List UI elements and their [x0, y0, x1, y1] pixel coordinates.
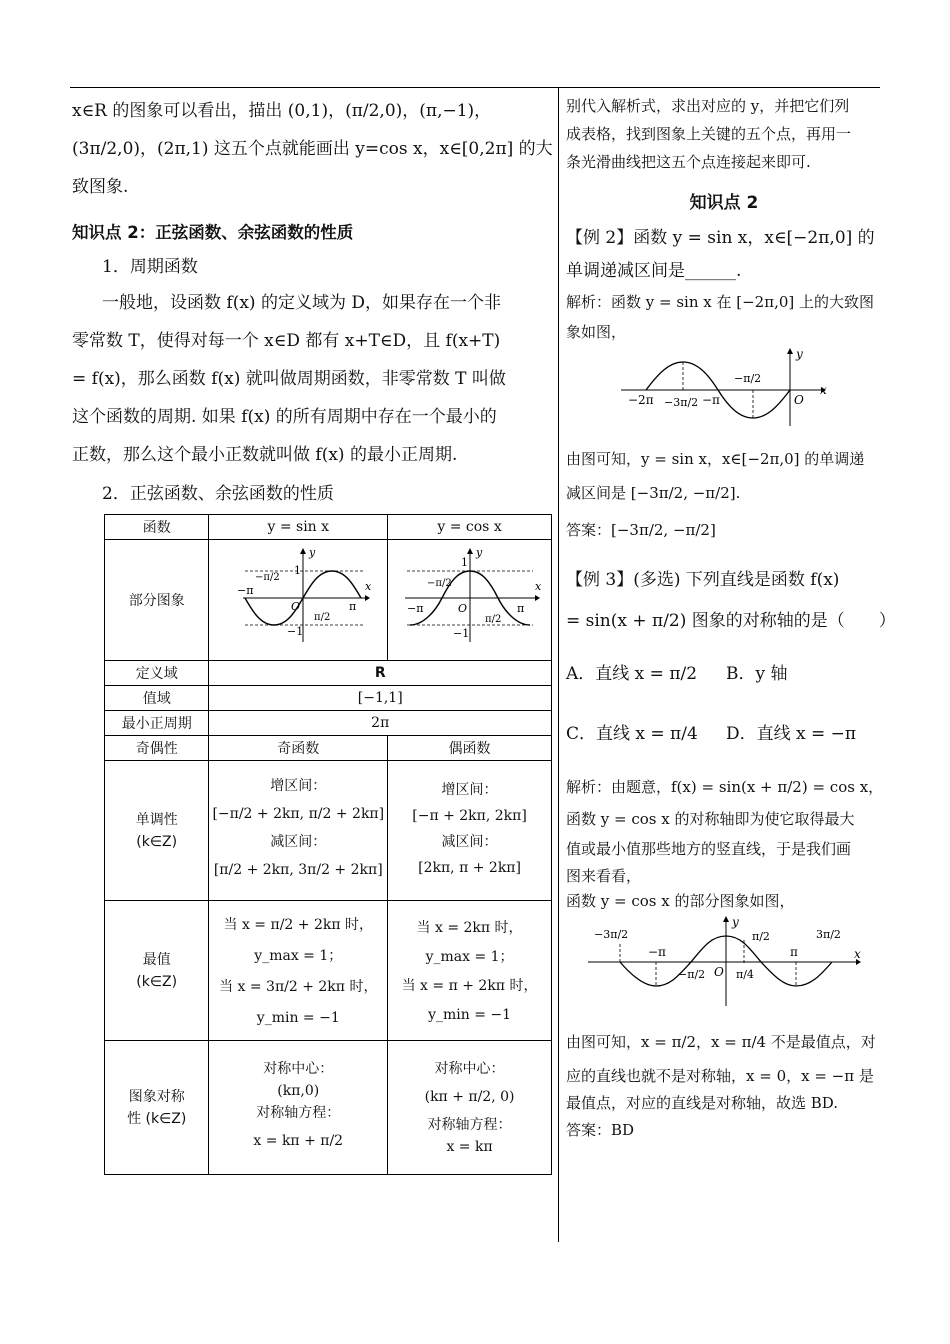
- cos-graph-cell: [388, 540, 552, 661]
- table-header-sin: y = sin x: [209, 515, 388, 540]
- x-label: x: [820, 383, 827, 397]
- extreme-label-cond: (k∈Z): [136, 973, 178, 990]
- cos-graph: [395, 542, 545, 654]
- ex3-after-2: 应的直线也就不是对称轴，x = 0，x = −π 是: [566, 1067, 874, 1085]
- mono-label-text: 单调性: [135, 811, 178, 828]
- ex3-analysis-3: 值或最小值那些地方的竖直线，于是我们画: [566, 840, 852, 858]
- extreme-label: [105, 901, 209, 1041]
- symmetry-label: [105, 1041, 209, 1175]
- neg-half-pi-label: −π/2: [255, 572, 280, 583]
- option-d: D．直线 x = −π: [726, 724, 857, 744]
- cos-parity: 偶函数: [388, 736, 552, 761]
- neg-one-label: −1: [452, 627, 469, 640]
- option-c: C．直线 x = π/4: [566, 724, 698, 744]
- neg-3pi-2-label: −3π/2: [664, 396, 699, 409]
- pi-label: π: [790, 945, 798, 959]
- subheading-properties: 2．正弦函数、余弦函数的性质: [102, 484, 334, 504]
- ex3-after-3: 最值点，对应的直线是对称轴，故选 BD.: [566, 1094, 839, 1112]
- neg-pi-label: −π: [406, 602, 423, 615]
- options-row-2: [566, 704, 882, 764]
- extreme-label-text: 最值: [142, 951, 171, 968]
- left-column: [72, 92, 552, 1175]
- x-axis-arrow: [535, 595, 540, 601]
- domain-value: R: [209, 661, 552, 686]
- sin-mono-line: 减区间：: [270, 833, 327, 850]
- properties-table: [104, 514, 552, 1175]
- sin-mono-line: [π/2 + 2kπ, 3π/2 + 2kπ]: [213, 861, 383, 878]
- parity-label: 奇偶性: [105, 736, 209, 761]
- neg-3pi-2-label: −3π/2: [594, 928, 629, 941]
- ex3-after-1: 由图可知，x = π/2，x = π/4 不是最值点，对: [566, 1033, 876, 1051]
- pi-label: π: [516, 602, 524, 615]
- neg-one-label: −1: [287, 625, 304, 638]
- sin-mono: [209, 761, 388, 901]
- sin-symmetry-line: x = kπ + π/2: [253, 1132, 344, 1149]
- range-value: [−1,1]: [209, 686, 552, 711]
- ex3-figure: [566, 914, 882, 1014]
- ex2-answer: 答案：[−3π/2, −π/2]: [566, 521, 716, 539]
- intro-line-1: x∈R 的图象可以看出，描出 (0,1)，(π/2,0)，(π,−1)，: [72, 101, 492, 121]
- table-header-cos: y = cos x: [388, 515, 552, 540]
- cos-extreme: [388, 901, 552, 1041]
- sin-symmetry: [209, 1041, 388, 1175]
- sin-extreme-line: 当 x = π/2 + 2kπ 时，: [223, 916, 373, 933]
- table-header-name: 函数: [105, 515, 209, 540]
- top-line-3: 条光滑曲线把这五个点连接起来即可.: [566, 153, 811, 171]
- ex2-analysis-1: 解析：函数 y = sin x 在 [−2π,0] 上的大致图: [566, 293, 875, 311]
- intro-line-3: 致图象.: [72, 177, 129, 197]
- origin-label: O: [794, 393, 804, 407]
- options-row-1: [566, 644, 882, 704]
- symmetry-label-cond: 性 (k∈Z): [127, 1110, 187, 1127]
- graph-row-label: 部分图象: [105, 540, 209, 661]
- half-pi-label: π/2: [314, 612, 331, 623]
- y-label: y: [309, 546, 316, 559]
- subheading-periodic: 1．周期函数: [102, 257, 198, 277]
- sin-symmetry-line: 对称中心：: [263, 1060, 334, 1077]
- sin-symmetry-line: 对称轴方程：: [256, 1104, 341, 1121]
- para-line-2: 零常数 T，使得对每一个 x∈D 都有 x+T∈D，且 f(x+T): [72, 331, 501, 351]
- sin-extreme-line: 当 x = 3π/2 + 2kπ 时，: [219, 978, 378, 995]
- para-line-5: 正数，那么这个最小正数就叫做 f(x) 的最小正周期.: [72, 445, 458, 465]
- sin-extreme: [209, 901, 388, 1041]
- sin-symmetry-line: (kπ,0): [277, 1082, 320, 1099]
- ex2-line-2: 单调递减区间是______.: [566, 261, 742, 281]
- neg-2pi-label: −2π: [628, 393, 654, 407]
- kp2-heading: 知识点 2: [689, 193, 759, 213]
- x-label: x: [854, 947, 861, 961]
- intro-line-2: (3π/2,0)，(2π,1) 这五个点就能画出 y=cos x，x∈[0,2π] 的大: [72, 139, 553, 159]
- ex2-after-1: 由图可知，y = sin x，x∈[−2π,0] 的单调递: [566, 450, 865, 468]
- column-divider: [558, 87, 559, 1242]
- y-label: y: [796, 347, 803, 361]
- cos-symmetry-line: (kπ + π/2, 0): [424, 1088, 515, 1105]
- ex3-analysis-2: 函数 y = cos x 的对称轴即为使它取得最大: [566, 810, 855, 828]
- ex3-line-1: 【例 3】(多选) 下列直线是函数 f(x): [566, 570, 840, 590]
- ex2-figure: [566, 346, 882, 438]
- right-column: [566, 92, 896, 1144]
- mono-label-cond: (k∈Z): [136, 833, 178, 850]
- ex3-analysis-1: 解析：由题意，f(x) = sin(x + π/2) = cos x，: [566, 778, 884, 796]
- top-line-1: 别代入解析式，求出对应的 y，并把它们列: [566, 97, 850, 115]
- mono-label: [105, 761, 209, 901]
- sin-mono-line: 增区间：: [270, 777, 327, 794]
- cos-extreme-line: y_min = −1: [428, 1006, 512, 1023]
- domain-label: 定义域: [105, 661, 209, 686]
- cos-mono-line: [2kπ, π + 2kπ]: [418, 859, 521, 876]
- ex3-line-2: = sin(x + π/2) 图象的对称轴的是（ ）: [566, 611, 896, 631]
- neg-pi-label: −π: [648, 945, 666, 959]
- option-a: A．直线 x = π/2: [566, 664, 698, 684]
- para-line-1: 一般地，设函数 f(x) 的定义域为 D，如果存在一个非: [102, 293, 501, 313]
- symmetry-label-text: 图象对称: [128, 1088, 185, 1105]
- ex2-analysis-2: 象如图，: [566, 323, 627, 341]
- ex2-after-2: 减区间是 [−3π/2, −π/2].: [566, 484, 741, 502]
- origin-label: O: [291, 600, 301, 613]
- cos-mono-line: 增区间：: [441, 781, 498, 798]
- ex3-analysis-5: 函数 y = cos x 的部分图象如图，: [566, 892, 795, 910]
- neg-pi-2-label: −π/2: [734, 372, 762, 385]
- cos-extreme-line: 当 x = π + 2kπ 时，: [401, 977, 538, 994]
- ex3-answer: 答案：BD: [566, 1121, 635, 1139]
- top-line-2: 成表格，找到图象上关键的五个点，再用一: [566, 125, 852, 143]
- cos-symmetry: [388, 1041, 552, 1175]
- y-label: y: [732, 915, 739, 929]
- cos-symmetry-line: 对称轴方程：: [427, 1116, 512, 1133]
- cos-symmetry-line: 对称中心：: [434, 1060, 505, 1077]
- y-axis-arrow: [787, 348, 793, 354]
- x-axis-arrow: [365, 595, 370, 601]
- pi-2-label: π/2: [752, 930, 770, 943]
- top-rule: [70, 87, 880, 88]
- origin-label: O: [457, 602, 467, 615]
- half-pi-label: π/2: [484, 614, 501, 625]
- sin-extreme-line: y_min = −1: [256, 1009, 340, 1026]
- option-b: B．y 轴: [726, 664, 788, 684]
- sin-graph-cell: [209, 540, 388, 661]
- y-axis-arrow: [300, 548, 306, 554]
- sin-parity: 奇函数: [209, 736, 388, 761]
- y-axis-arrow: [723, 916, 729, 922]
- period-label: 最小正周期: [105, 711, 209, 736]
- period-value: 2π: [209, 711, 552, 736]
- one-label: 1: [460, 556, 468, 569]
- y-axis-arrow: [467, 548, 473, 554]
- ex3-analysis-4: 图来看看，: [566, 867, 642, 885]
- neg-half-pi-label: −π/2: [426, 578, 452, 589]
- origin-label: O: [714, 965, 724, 979]
- neg-pi-2-label: −π/2: [678, 968, 706, 981]
- neg-pi-label: −π: [702, 393, 720, 407]
- para-line-3: = f(x)，那么函数 f(x) 就叫做周期函数，非零常数 T 叫做: [72, 369, 506, 389]
- sin-mono-line: [−π/2 + 2kπ, π/2 + 2kπ]: [212, 805, 385, 822]
- sin-graph: [223, 542, 373, 654]
- ex2-line-1: 【例 2】函数 y = sin x，x∈[−2π,0] 的: [566, 228, 875, 248]
- range-label: 值域: [105, 686, 209, 711]
- pi-4-label: π/4: [736, 968, 754, 981]
- cos-mono-line: [−π + 2kπ, 2kπ]: [412, 807, 527, 824]
- x-label: x: [365, 580, 372, 593]
- section-heading: 知识点 2：正弦函数、余弦函数的性质: [72, 223, 354, 242]
- one-label: 1: [294, 564, 302, 577]
- cos-extreme-line: y_max = 1；: [425, 948, 514, 965]
- pi-label: π: [349, 600, 357, 613]
- x-label: x: [534, 580, 541, 593]
- 3pi-2-label: 3π/2: [816, 928, 841, 941]
- cos-symmetry-line: x = kπ: [446, 1138, 493, 1155]
- y-label: y: [475, 546, 482, 559]
- cos-mono: [388, 761, 552, 901]
- cos-mono-line: 减区间：: [441, 833, 498, 850]
- neg-pi-label: −π: [237, 584, 254, 597]
- sin-extreme-line: y_max = 1；: [254, 947, 343, 964]
- para-line-4: 这个函数的周期. 如果 f(x) 的所有周期中存在一个最小的: [72, 407, 497, 427]
- cos-extreme-line: 当 x = 2kπ 时，: [416, 919, 523, 936]
